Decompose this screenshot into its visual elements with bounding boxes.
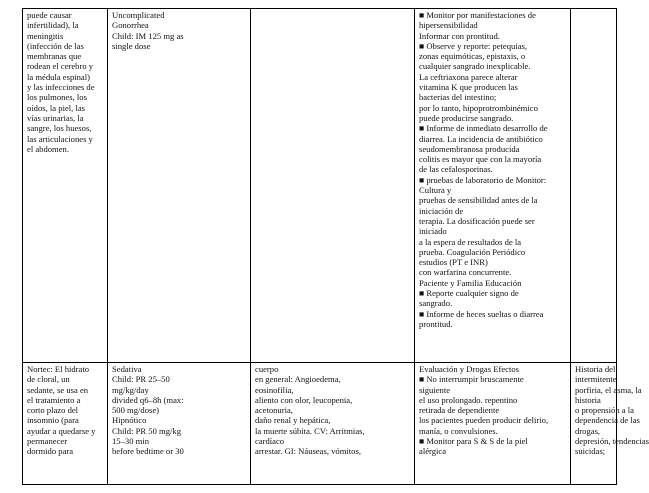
cell-text-line: Child: IM 125 mg as [112,30,184,41]
cell-text-line: intermitente [575,374,617,385]
cell-text-line: single dose [112,40,151,51]
cell-text-line: el uso prolongado. repentino [419,394,518,405]
cell-text-line: estudios (PT e INR) [419,257,488,268]
cell-text-line: mg/kg/day [112,384,149,395]
cell-text-line: sangre, los huesos, [27,123,92,134]
cell-text-line: Sedativa [112,364,142,374]
cell-text-line: cuerpo [255,364,279,374]
cell-text-line: ■ Observe y reporte: petequias, [419,40,528,51]
table-cell [415,363,571,485]
table-cell [251,9,415,363]
cell-text-line: prueba. Coagulación Periódico [419,246,526,257]
cell-text-line: Child: PR 50 mg/kg [112,425,182,436]
cell-text-line: seudomembranosa producida [419,143,520,154]
cell-text-line: siguiente [419,384,451,395]
cell-text-line: historia [575,394,601,405]
cell-text-line: ■ Monitor por manifestaciones de [419,10,536,20]
cell-text-line: porfiria, el asma, la [575,384,642,395]
cell-text-line: (infección de las [27,40,84,51]
cell-text-line: terapia. La dosificación puede ser [419,215,535,226]
cell-text-line: o propensión a la [575,405,634,416]
cell-text-line: ■ Informe de inmediato desarrollo de [419,123,548,134]
table-row [23,9,617,363]
cell-text-line: la muerte súbita. CV: Arritmias, [255,425,365,436]
cell-text-line: 15–30 min [112,436,150,447]
table-cell [108,9,251,363]
cell-text-line: y las infecciones de [27,82,95,93]
cell-text-line: ■ pruebas de laboratorio de Monitor: [419,174,547,185]
cell-text-line: ■ Monitor para S & S de la piel [419,436,528,447]
cell-text-line: cualquier sangrado inexplicable. [419,61,531,72]
cell-text-line: arrestar. GI: Náuseas, vómitos, [255,446,361,457]
cell-text-line: puede causar [27,10,72,20]
document-page [22,8,649,485]
cell-text-line: el tratamiento a [27,394,81,405]
table-cell [251,363,415,485]
cell-text-line: Hipnótico [112,415,147,426]
table-row [23,363,617,485]
cell-text-line: de cloral, un [27,374,70,385]
cell-text-line: alérgica [419,446,447,457]
cell-text-line: ■ Informe de heces sueltas o diarrea [419,308,544,319]
cell-text-line: permanecer [27,436,68,447]
cell-text-line: ■ No interrumpir bruscamente [419,374,524,385]
cell-text-line: meningitis [27,30,64,41]
cell-text-line: el abdomen. [27,143,69,154]
cell-text-line: corto plazo del [27,405,79,416]
cell-text-line: rodean el cerebro y [27,61,94,72]
cell-text-line: los pulmones, los [27,92,87,103]
cell-text-line: Paciente y Familia Educación [419,277,522,288]
table-cell [23,9,108,363]
cell-text-line: colitis es mayor que con la mayoría [419,154,542,165]
table-cell [571,363,649,485]
cell-text-line: eosinofilia, [255,384,294,395]
table-cell [23,363,108,485]
cell-text-line: membranas que [27,51,82,62]
cell-text-line: en general: Angioedema, [255,374,341,385]
cell-text-line: dormido para [27,446,74,457]
cell-text-line: bacterias del intestino; [419,92,497,103]
cell-text-line: manía, o convulsiones. [419,425,498,436]
cell-text-line: daño renal y hepática, [255,415,331,426]
cell-text-line: por lo tanto, hipoprotrombinémico [419,102,538,113]
cell-text-line: drogas, [575,425,601,436]
cell-text-line: las articulaciones y [27,133,93,144]
cell-text-line: infertilidad), la [27,20,79,31]
cell-text-line: a la espera de resultados de la [419,236,522,247]
cell-text-line: aliento con olor, leucopenia, [255,394,353,405]
cell-text-line: retirada de dependiente [419,405,500,416]
cell-text-line: zonas equimóticas, epistaxis, o [419,51,526,62]
cell-text-line: los pacientes pueden producir delirio, [419,415,549,426]
cell-text-line: 500 mg/dose) [112,405,160,416]
cell-text-line: Child: PR 25–50 [112,374,170,385]
cell-text-line: ■ Reporte cualquier signo de [419,288,519,299]
cell-text-line: divided q6–8h (max: [112,394,184,405]
cell-text-line: prontitud. [419,318,453,329]
cell-text-line: Informar con prontitud. [419,30,500,41]
cell-text-line: vitamina K que producen las [419,82,518,93]
cell-text-line: iniciación de [419,205,464,216]
cell-text-line: hipersensibilidad [419,20,478,31]
cell-text-line: la médula espinal) [27,71,90,82]
cell-text-line: insomnio (para [27,415,79,426]
cell-text-line: con warfarina concurrente. [419,267,512,278]
cell-text-line: depresión, tendencias [575,436,649,447]
table-cell [415,9,571,363]
cell-text-line: suicidas; [575,446,606,457]
cell-text-line: sedante, se usa en [27,384,89,395]
cell-text-line: iniciado [419,226,447,237]
cell-text-line: ayudar a quedarse y [27,425,96,436]
cell-text-line: Gonorrhea [112,20,149,31]
cell-text-line: Evaluación y Drogas Efectos [419,364,519,374]
cell-text-line: sangrado. [419,298,453,309]
cell-text-line: before bedtime or 30 [112,446,184,457]
cell-text-line: diarrea. La incidencia de antibiótico [419,133,543,144]
cell-text-line: Historia del [575,364,616,374]
cell-text-line: cardíaco [255,436,285,447]
table-cell [571,9,617,363]
cell-text-line: Cultura y [419,185,452,196]
cell-text-line: Nortec: El hidrato [27,364,90,374]
cell-text-line: Uncomplicated [112,10,165,20]
cell-text-line: La ceftriaxona parece alterar [419,71,518,82]
cell-text-line: de las cefalosporinas. [419,164,493,175]
cell-text-line: pruebas de sensibilidad antes de la [419,195,538,206]
table-cell [108,363,251,485]
cell-text-line: vías urinarias, la [27,112,84,123]
cell-text-line: oídos, la piel, las [27,102,85,113]
cell-text-line: dependencia de las [575,415,640,426]
cell-text-line: acetonuria, [255,405,293,416]
drug-info-table [22,8,649,485]
cell-text-line: puede producirse sangrado. [419,112,514,123]
